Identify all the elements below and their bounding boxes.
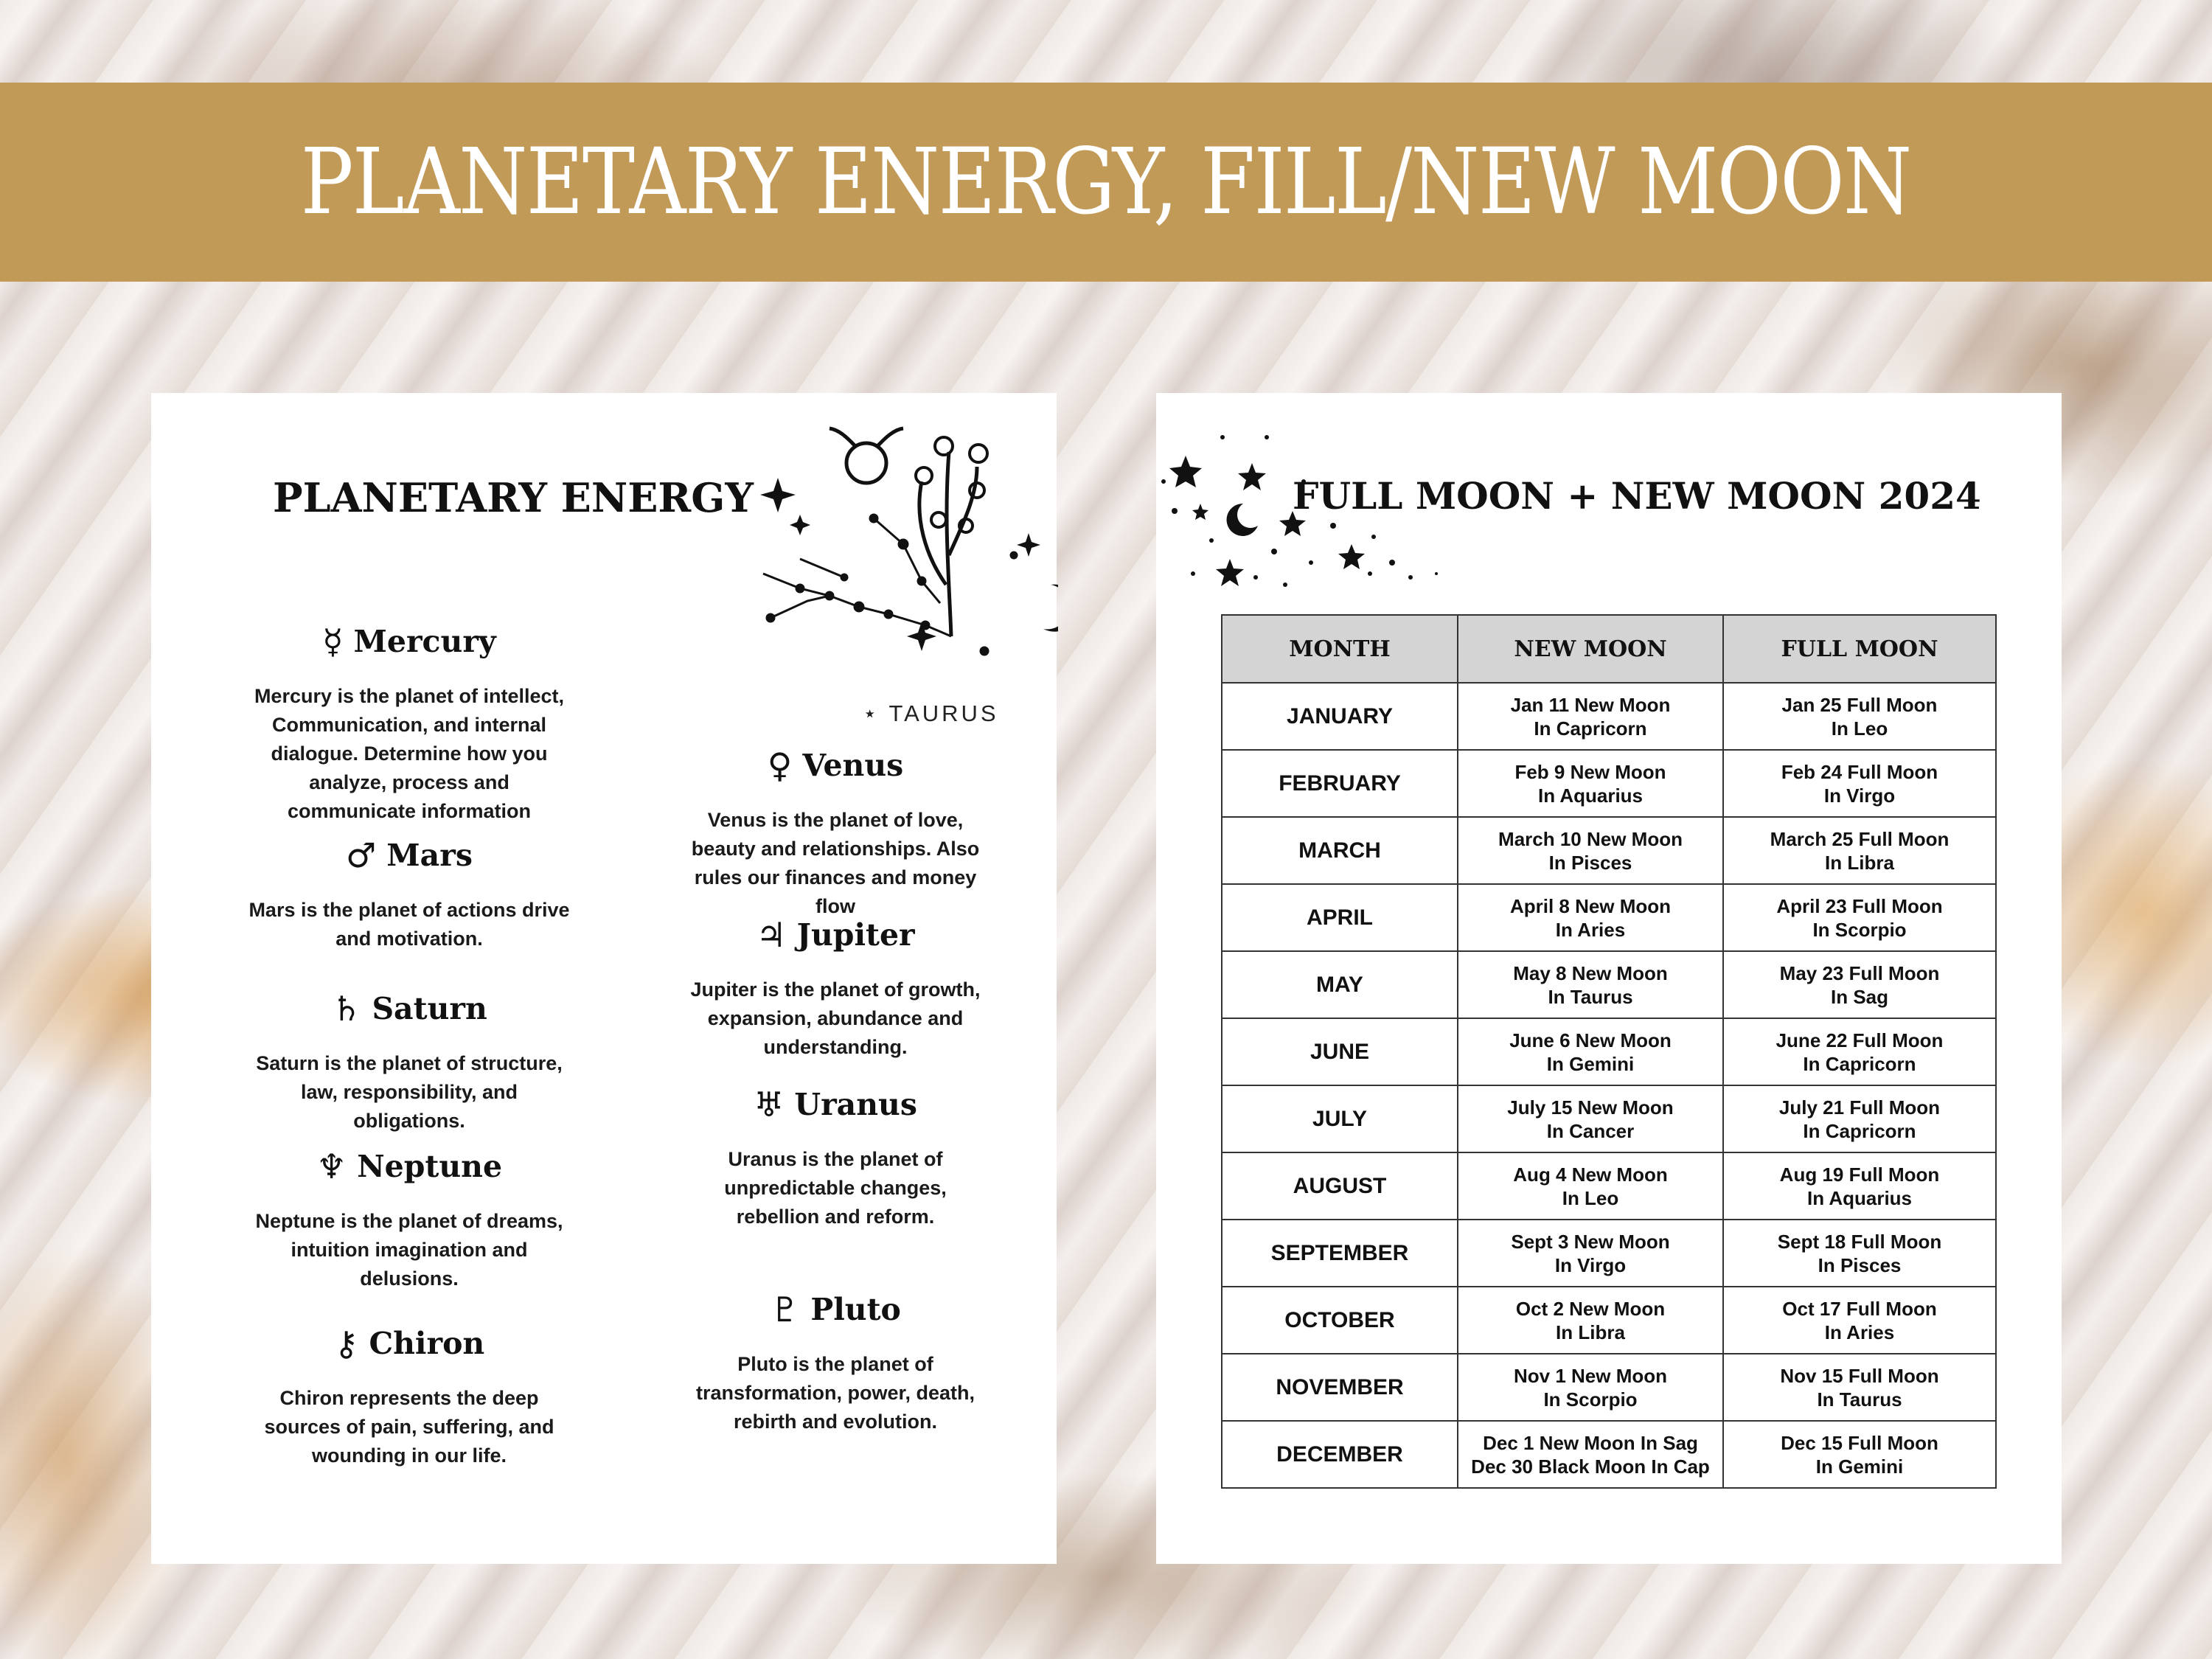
planet-neptune — [247, 1147, 571, 1293]
new-moon-line: Feb 9 New Moon — [1514, 760, 1666, 783]
month-cell: SEPTEMBER — [1222, 1220, 1458, 1287]
planet-venus — [681, 745, 990, 921]
full-moon-line: Nov 15 Full Moon — [1780, 1364, 1939, 1387]
moon-calendar-title: FULL MOON + NEW MOON 2024 — [1293, 474, 1981, 518]
pluto-symbol-icon: ♇ — [770, 1290, 801, 1329]
new-moon-cell — [1458, 1152, 1723, 1220]
full-moon-cell — [1723, 1421, 1996, 1488]
new-moon-line: May 8 New Moon — [1513, 961, 1668, 984]
full-moon-cell — [1723, 817, 1996, 884]
month-cell: FEBRUARY — [1222, 750, 1458, 817]
new-moon-line: In Taurus — [1548, 985, 1633, 1008]
planet-name: Saturn — [372, 991, 487, 1026]
planet-description: Chiron represents the deep sources of pain, suffering, and wounding in our life. — [264, 1387, 554, 1467]
sparkle-star — [760, 478, 796, 512]
full-moon-cell — [1723, 884, 1996, 951]
full-moon-line: In Sag — [1830, 985, 1888, 1008]
new-moon-cell — [1458, 683, 1723, 750]
full-moon-cell — [1723, 1018, 1996, 1085]
table-header-row — [1222, 615, 1996, 683]
planet-name: Mars — [386, 838, 473, 873]
taurus-label: ⋆ TAURUS — [863, 700, 999, 726]
full-moon-line: March 25 Full Moon — [1770, 827, 1950, 850]
planet-name: Chiron — [369, 1326, 485, 1361]
crescent-moon-icon — [1227, 504, 1258, 536]
full-moon-cell — [1723, 951, 1996, 1018]
title-banner — [0, 83, 2212, 282]
table-row — [1222, 1354, 1996, 1421]
new-moon-line: April 8 New Moon — [1509, 894, 1672, 917]
new-moon-cell — [1458, 951, 1723, 1018]
moon-calendar-table — [1221, 614, 1997, 1489]
full-moon-line: In Capricorn — [1803, 1052, 1916, 1075]
full-moon-line: In Aquarius — [1806, 1186, 1913, 1209]
table-row — [1222, 1220, 1996, 1287]
new-moon-cell — [1458, 1085, 1723, 1152]
star-icon — [1192, 504, 1208, 520]
planet-name: Neptune — [357, 1149, 503, 1184]
column-header: FULL MOON — [1723, 615, 1996, 683]
planet-description: Saturn is the planet of structure, law, responsibility, and obligations. — [256, 1052, 563, 1132]
table-row — [1222, 951, 1996, 1018]
planet-description: Neptune is the planet of dreams, intuition imagination and delusions. — [255, 1210, 563, 1290]
full-moon-line: In Scorpio — [1812, 918, 1907, 941]
full-moon-cell — [1723, 1354, 1996, 1421]
new-moon-line: In Gemini — [1546, 1052, 1635, 1075]
new-moon-line: Sept 3 New Moon — [1511, 1230, 1670, 1253]
table-row — [1222, 1085, 1996, 1152]
planet-mars — [247, 835, 571, 953]
month-cell: OCTOBER — [1222, 1287, 1458, 1354]
new-moon-line: In Libra — [1556, 1321, 1625, 1343]
month-cell: AUGUST — [1222, 1152, 1458, 1220]
full-moon-line: June 22 Full Moon — [1775, 1029, 1944, 1051]
saturn-symbol-icon: ♄ — [331, 989, 362, 1029]
table-row — [1222, 1018, 1996, 1085]
full-moon-cell — [1723, 683, 1996, 750]
new-moon-line: March 10 New Moon — [1498, 827, 1683, 850]
full-moon-line: In Libra — [1825, 851, 1894, 874]
planet-chiron — [247, 1324, 571, 1470]
month-cell: JUNE — [1222, 1018, 1458, 1085]
full-moon-line: In Gemini — [1815, 1455, 1904, 1478]
new-moon-line: Oct 2 New Moon — [1515, 1297, 1666, 1320]
new-moon-line: Aug 4 New Moon — [1513, 1163, 1668, 1186]
planetary-energy-title: PLANETARY ENERGY — [273, 474, 754, 521]
month-cell: NOVEMBER — [1222, 1354, 1458, 1421]
new-moon-cell — [1458, 1421, 1723, 1488]
full-moon-line: Aug 19 Full Moon — [1779, 1163, 1940, 1186]
table-row — [1222, 817, 1996, 884]
mercury-symbol-icon: ☿ — [322, 622, 344, 661]
column-header: MONTH — [1222, 615, 1458, 683]
planet-description: Uranus is the planet of unpredictable changes, rebellion and reform. — [724, 1148, 947, 1228]
full-moon-line: July 21 Full Moon — [1778, 1096, 1941, 1119]
new-moon-line: In Scorpio — [1543, 1388, 1638, 1411]
flower-stem — [919, 452, 977, 636]
planet-jupiter — [681, 915, 990, 1062]
new-moon-line: In Pisces — [1548, 851, 1632, 874]
neptune-symbol-icon: ♆ — [316, 1147, 347, 1186]
new-moon-line: In Aquarius — [1537, 784, 1644, 807]
full-moon-line: In Aries — [1824, 1321, 1895, 1343]
full-moon-line: In Leo — [1831, 717, 1888, 740]
planet-uranus — [681, 1085, 990, 1231]
new-moon-line: June 6 New Moon — [1509, 1029, 1672, 1051]
full-moon-line: In Taurus — [1817, 1388, 1902, 1411]
new-moon-line: Dec 30 Black Moon In Cap — [1471, 1455, 1710, 1478]
planet-description: Mars is the planet of actions drive and motivation. — [248, 899, 570, 950]
planet-mercury — [247, 622, 571, 826]
planet-pluto — [681, 1290, 990, 1436]
table-row — [1222, 1421, 1996, 1488]
new-moon-cell — [1458, 817, 1723, 884]
planet-name: Pluto — [810, 1292, 901, 1327]
month-cell: APRIL — [1222, 884, 1458, 951]
taurus-glyph-circle — [846, 443, 886, 483]
new-moon-cell — [1458, 884, 1723, 951]
star-icon — [1238, 463, 1266, 490]
moon-calendar-page — [1156, 393, 2062, 1564]
new-moon-line: In Capricorn — [1534, 717, 1647, 740]
new-moon-cell — [1458, 1287, 1723, 1354]
planet-description: Jupiter is the planet of growth, expansion, abundance and understanding. — [690, 978, 981, 1058]
planet-name: Uranus — [794, 1087, 917, 1122]
sparkle-star — [1017, 533, 1040, 557]
month-cell: DECEMBER — [1222, 1421, 1458, 1488]
table-row — [1222, 1152, 1996, 1220]
new-moon-line: In Aries — [1555, 918, 1626, 941]
planet-name: Venus — [802, 748, 904, 783]
star-icon — [1338, 544, 1365, 569]
new-moon-line: Jan 11 New Moon — [1510, 693, 1671, 716]
month-cell: MARCH — [1222, 817, 1458, 884]
taurus-constellation-illustration — [756, 408, 1058, 732]
new-moon-cell — [1458, 1018, 1723, 1085]
new-moon-line: July 15 New Moon — [1507, 1096, 1674, 1119]
full-moon-line: In Virgo — [1823, 784, 1896, 807]
full-moon-cell — [1723, 1085, 1996, 1152]
table-row — [1222, 750, 1996, 817]
planetary-energy-page — [151, 393, 1057, 1564]
chiron-symbol-icon: ⚷ — [333, 1324, 359, 1363]
column-header: NEW MOON — [1458, 615, 1723, 683]
new-moon-cell — [1458, 750, 1723, 817]
new-moon-cell — [1458, 1220, 1723, 1287]
venus-symbol-icon: ♀ — [767, 745, 793, 785]
full-moon-line: Dec 15 Full Moon — [1781, 1431, 1938, 1454]
new-moon-cell — [1458, 1354, 1723, 1421]
planet-name: Jupiter — [796, 917, 915, 953]
new-moon-line: Nov 1 New Moon — [1513, 1364, 1667, 1387]
crescent-moon — [1043, 585, 1058, 632]
table-row — [1222, 683, 1996, 750]
full-moon-cell — [1723, 1152, 1996, 1220]
full-moon-cell — [1723, 750, 1996, 817]
new-moon-line: Dec 1 New Moon In Sag — [1483, 1431, 1698, 1454]
sparkle-star — [790, 515, 810, 535]
planet-description: Venus is the planet of love, beauty and relationships. Also rules our finances and money flow — [691, 809, 980, 917]
full-moon-line: Feb 24 Full Moon — [1781, 760, 1938, 783]
planet-description: Mercury is the planet of intellect, Communication, and internal dialogue. Determine how you analyze, process and communicate information — [254, 685, 565, 822]
full-moon-line: Sept 18 Full Moon — [1777, 1230, 1942, 1253]
planet-name: Mercury — [353, 624, 496, 659]
full-moon-line: Jan 25 Full Moon — [1781, 693, 1938, 716]
sparkle-star — [907, 622, 936, 651]
full-moon-line: In Capricorn — [1803, 1119, 1916, 1142]
month-cell: JULY — [1222, 1085, 1458, 1152]
planet-description: Pluto is the planet of transformation, power, death, rebirth and evolution. — [695, 1353, 975, 1433]
planet-saturn — [247, 989, 571, 1135]
full-moon-line: Oct 17 Full Moon — [1782, 1297, 1937, 1320]
full-moon-cell — [1723, 1287, 1996, 1354]
table-row — [1222, 1287, 1996, 1354]
new-moon-line: In Virgo — [1554, 1253, 1627, 1276]
full-moon-line: In Pisces — [1818, 1253, 1902, 1276]
full-moon-cell — [1723, 1220, 1996, 1287]
month-cell: MAY — [1222, 951, 1458, 1018]
mars-symbol-icon: ♂ — [346, 835, 377, 875]
new-moon-line: In Leo — [1562, 1186, 1619, 1209]
star-icon — [1169, 456, 1202, 487]
banner-title: PLANETARY ENERGY, FILL/NEW MOON — [301, 129, 1911, 235]
new-moon-line: In Cancer — [1546, 1119, 1635, 1142]
jupiter-symbol-icon: ♃ — [756, 915, 787, 955]
month-cell: JANUARY — [1222, 683, 1458, 750]
star-icon — [1216, 559, 1244, 586]
full-moon-line: April 23 Full Moon — [1776, 894, 1943, 917]
uranus-symbol-icon: ♅ — [754, 1085, 785, 1124]
full-moon-line: May 23 Full Moon — [1779, 961, 1940, 984]
table-row — [1222, 884, 1996, 951]
